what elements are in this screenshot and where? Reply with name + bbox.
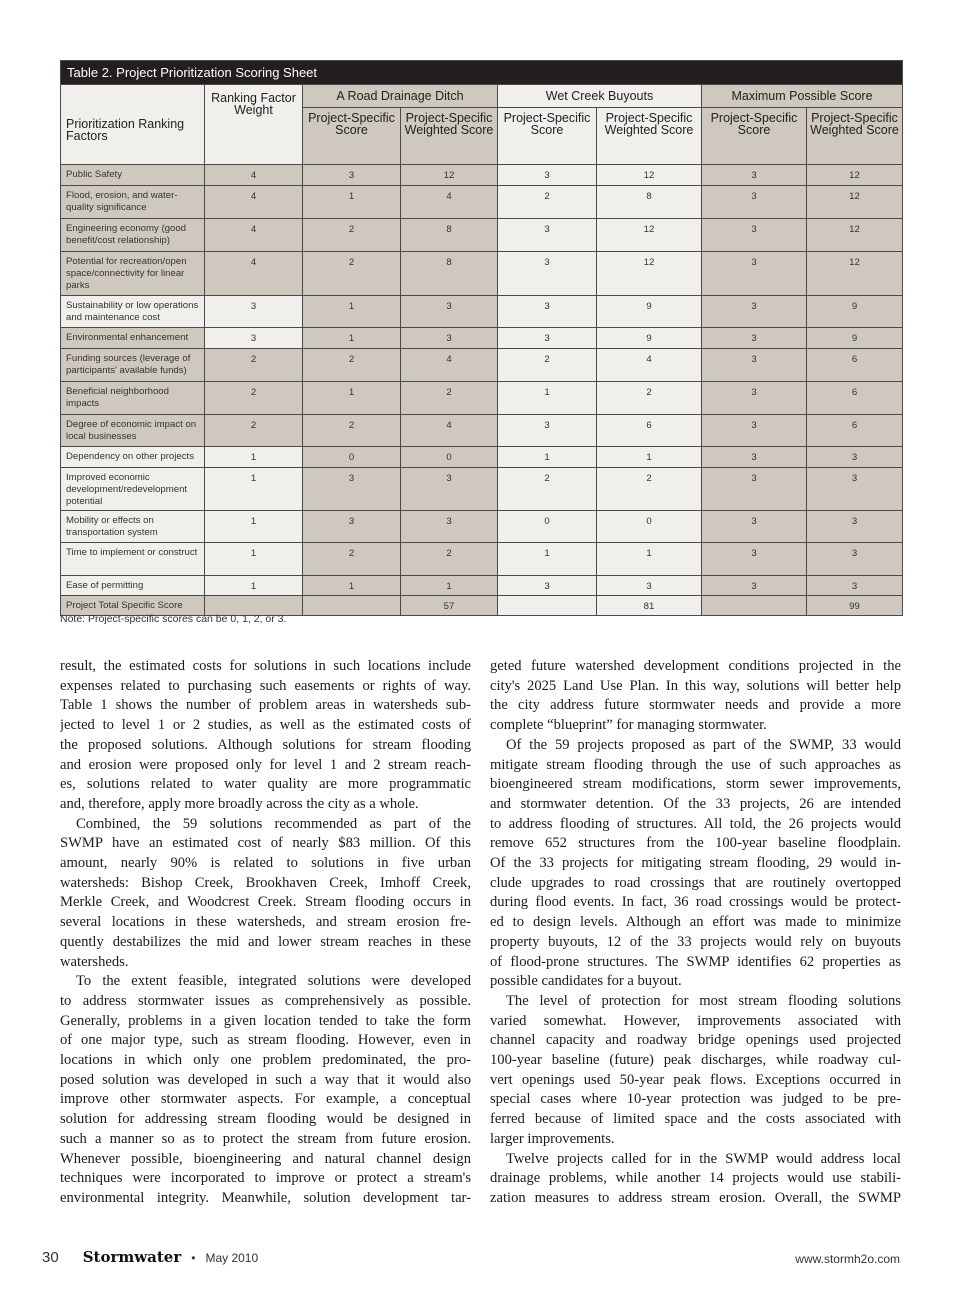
score-cell: 0: [597, 511, 702, 543]
score-cell: 0: [303, 447, 401, 468]
sub-header-weighted: Project-Specific Weighted Score: [401, 108, 498, 165]
table-row: [61, 382, 903, 415]
score-cell: 2: [303, 415, 401, 447]
factor-cell: Environmental enhancement: [61, 328, 205, 349]
score-cell: 9: [807, 296, 903, 328]
group-header-maximum: Maximum Possible Score: [702, 85, 903, 108]
text-line: environmental integrity. Meanwhile, solution development tar-: [60, 1189, 471, 1206]
score-cell: 3: [702, 543, 807, 576]
text-line: to address stormwater issues as comprehensively as possible.: [60, 992, 471, 1009]
score-cell: 2: [498, 468, 597, 511]
text-line: larger improvements.: [490, 1130, 615, 1147]
text-line: special cases where 10-year protection was judged to be pre-: [490, 1091, 901, 1108]
score-cell: 3: [702, 219, 807, 252]
text-line: To the extent feasible, integrated solutions were developed: [76, 973, 471, 990]
score-cell: 8: [401, 252, 498, 296]
score-cell: [702, 596, 807, 616]
text-line: Table 1 shows the number of problem areas in watersheds sub-: [60, 697, 471, 714]
score-cell: 4: [401, 349, 498, 382]
score-cell: 8: [401, 219, 498, 252]
score-cell: 3: [702, 447, 807, 468]
text-line: the proposed solutions. Although solutions for stream flooding: [60, 736, 471, 753]
score-cell: 3: [702, 252, 807, 296]
score-cell: 6: [807, 382, 903, 415]
weight-cell: 1: [205, 543, 303, 576]
text-line: channel capacity and roadway bridge openings used projected: [490, 1032, 901, 1049]
score-cell: 0: [498, 511, 597, 543]
table-title: Table 2. Project Prioritization Scoring Sheet: [61, 61, 903, 85]
score-cell: 12: [597, 219, 702, 252]
text-line: vert openings used 50-year peak flows. Exceptions occurred in: [490, 1071, 901, 1088]
table-row: [61, 576, 903, 596]
table-row: [61, 165, 903, 186]
score-cell: 6: [807, 349, 903, 382]
score-cell: 3: [498, 576, 597, 596]
text-line: zation measures to address stream erosion. Overall, the SWMP: [490, 1189, 901, 1206]
text-line: complete “blueprint” for managing stormwater.: [490, 717, 767, 734]
text-line: of one major type, such as stream flooding. However, even in: [60, 1032, 471, 1049]
score-cell: 3: [498, 165, 597, 186]
text-line: Merkle Creek, and Woodcrest Creek. Stream flooding occurs in: [60, 894, 471, 911]
score-cell: 2: [303, 219, 401, 252]
score-cell: 3: [401, 511, 498, 543]
score-cell: 3: [702, 576, 807, 596]
score-cell: 3: [498, 415, 597, 447]
score-cell: 2: [498, 186, 597, 219]
score-cell: 2: [498, 349, 597, 382]
text-line: city's 2025 Land Use Plan. In this way, solutions will better help: [490, 677, 901, 694]
text-line: the city address future stormwater needs and provide a more: [490, 697, 901, 714]
weight-cell: 4: [205, 165, 303, 186]
factor-cell: Mobility or effects on transportation system: [61, 511, 205, 543]
score-cell: 3: [702, 349, 807, 382]
table-row: [61, 511, 903, 543]
score-cell: 4: [401, 186, 498, 219]
separator-bullet: •: [191, 1251, 196, 1265]
factor-cell: Flood, erosion, and water-quality significance: [61, 186, 205, 219]
score-cell: 0: [401, 447, 498, 468]
table-row: [61, 468, 903, 511]
weight-cell: 3: [205, 296, 303, 328]
text-line: result, the estimated costs for solutions in such locations include: [60, 658, 471, 674]
score-cell: 3: [702, 468, 807, 511]
score-cell: 1: [597, 447, 702, 468]
score-cell: 12: [597, 165, 702, 186]
table-row: [61, 252, 903, 296]
text-line: Combined, the 59 solutions recommended as part of the: [76, 815, 471, 832]
footer-folio: [42, 1248, 258, 1266]
sub-header-weighted: Project-Specific Weighted Score: [597, 108, 702, 165]
score-cell: 3: [401, 328, 498, 349]
score-cell: 3: [702, 186, 807, 219]
text-line: watersheds.: [60, 953, 129, 970]
score-cell: 9: [807, 328, 903, 349]
text-line: property buyouts, 12 of the 33 projects would rely on buyouts: [490, 933, 901, 950]
factor-cell: Dependency on other projects: [61, 447, 205, 468]
sub-header-score: Project-Specific Score: [498, 108, 597, 165]
text-line: and erosion were proposed only for level 1 and 2 stream reach-: [60, 756, 471, 773]
text-line: ed to design levels. Although an effort was made to minimize: [490, 914, 901, 931]
sub-header-weighted: Project-Specific Weighted Score: [807, 108, 903, 165]
score-cell: 12: [401, 165, 498, 186]
paragraph: [490, 736, 901, 992]
text-line: bioengineered stream modifications, storm sewer improvements,: [490, 776, 901, 793]
text-line: locations in which only one problem predominated, the pro-: [60, 1052, 471, 1069]
magazine-name: Stormwater: [82, 1248, 182, 1266]
score-cell: 3: [303, 511, 401, 543]
weight-cell: 4: [205, 252, 303, 296]
score-cell: 3: [702, 382, 807, 415]
score-cell: 3: [401, 296, 498, 328]
text-line: to address flooding of structures. All told, the 26 projects would: [490, 815, 901, 832]
text-line: watersheds: Bishop Creek, Brookhaven Creek, Imhoff Creek,: [60, 874, 471, 891]
body-text-right-column: [490, 657, 901, 1209]
score-cell: 1: [498, 382, 597, 415]
paragraph: [490, 657, 901, 736]
text-line: es, solutions related to water quality are more programmatic: [60, 776, 471, 793]
factor-cell: Public Safety: [61, 165, 205, 186]
score-cell: 81: [597, 596, 702, 616]
text-line: clude upgrades to road crossings that are routinely overtopped: [490, 874, 901, 891]
weight-cell: 4: [205, 219, 303, 252]
score-cell: 2: [401, 543, 498, 576]
score-cell: 2: [303, 543, 401, 576]
text-line: SWMP have an estimated cost of nearly $83 million. Of this: [60, 835, 471, 852]
table-row: [61, 447, 903, 468]
text-line: several locations in these watersheds, and stream erosion fre-: [60, 914, 471, 931]
text-line: remove 652 structures from the 100-year baseline floodplain.: [490, 835, 901, 852]
text-line: jected to level 1 or 2 studies, as well as the estimated costs of: [60, 717, 471, 734]
paragraph: [490, 992, 901, 1150]
text-line: posed solution was developed in such a way that it would also: [60, 1071, 471, 1088]
score-cell: 12: [807, 219, 903, 252]
text-line: Twelve projects called for in the SWMP would address local: [506, 1150, 901, 1167]
score-cell: 3: [498, 252, 597, 296]
score-cell: 3: [303, 165, 401, 186]
score-cell: 1: [597, 543, 702, 576]
score-cell: [498, 596, 597, 616]
weight-cell: 3: [205, 328, 303, 349]
text-line: ferred because of limited space and the costs associated with: [490, 1111, 901, 1128]
sub-header-score: Project-Specific Score: [303, 108, 401, 165]
weight-cell: 4: [205, 186, 303, 219]
text-line: improve other stormwater aspects. For example, a conceptual: [60, 1091, 471, 1108]
score-cell: 6: [807, 415, 903, 447]
score-cell: 1: [303, 328, 401, 349]
group-header-road-ditch: A Road Drainage Ditch: [303, 85, 498, 108]
score-cell: 3: [702, 328, 807, 349]
text-line: drainage problems, while another 14 projects would use stabili-: [490, 1170, 901, 1187]
group-header-wet-creek: Wet Creek Buyouts: [498, 85, 702, 108]
score-cell: 3: [807, 511, 903, 543]
table-row: [61, 543, 903, 576]
paragraph: [60, 815, 471, 973]
text-line: The level of protection for most stream flooding solutions: [506, 992, 901, 1009]
score-cell: 57: [401, 596, 498, 616]
factor-cell: Ease of permitting: [61, 576, 205, 596]
text-line: such a manner so as to protect the stream from future erosion.: [60, 1130, 471, 1147]
sub-header-score: Project-Specific Score: [702, 108, 807, 165]
text-line: varied somewhat. However, improvements associated with: [490, 1012, 901, 1029]
factor-cell: Funding sources (leverage of participants' available funds): [61, 349, 205, 382]
score-cell: 2: [303, 252, 401, 296]
score-cell: 9: [597, 296, 702, 328]
text-line: quently destabilizes the mid and lower stream reaches in these: [60, 933, 471, 950]
table-row: [61, 328, 903, 349]
score-cell: 4: [401, 415, 498, 447]
text-line: during flood events. In fact, 36 road crossings would be protect-: [490, 894, 901, 911]
paragraph: [490, 1150, 901, 1209]
score-cell: 1: [303, 576, 401, 596]
score-cell: 3: [498, 328, 597, 349]
factor-cell: Improved economic development/redevelopment potential: [61, 468, 205, 511]
score-cell: 12: [807, 252, 903, 296]
text-line: of flood-prone structures. The SWMP identifies 62 properties as: [490, 953, 901, 970]
score-cell: 12: [807, 186, 903, 219]
score-cell: 3: [807, 447, 903, 468]
score-cell: 99: [807, 596, 903, 616]
factor-cell: Time to implement or construct: [61, 543, 205, 576]
score-cell: 2: [597, 468, 702, 511]
text-line: amount, nearly 90% is related to solutions in five urban: [60, 855, 471, 872]
score-cell: 2: [401, 382, 498, 415]
paragraph: [60, 657, 471, 815]
score-cell: 3: [807, 543, 903, 576]
score-cell: 1: [303, 296, 401, 328]
project-prioritization-table: [60, 60, 903, 616]
score-cell: 9: [597, 328, 702, 349]
score-cell: 12: [597, 252, 702, 296]
score-cell: 3: [401, 468, 498, 511]
text-line: techniques were incorporated to improve or protect a stream's: [60, 1170, 471, 1187]
score-cell: 1: [303, 382, 401, 415]
weight-column-header: Ranking Factor Weight: [205, 85, 303, 165]
score-cell: 1: [498, 543, 597, 576]
text-line: solution for addressing stream flooding would be designed in: [60, 1111, 471, 1128]
score-cell: 2: [597, 382, 702, 415]
score-cell: 4: [597, 349, 702, 382]
score-cell: 3: [807, 468, 903, 511]
text-line: 100-year baseline (future) peak discharges, while roadway cul-: [490, 1052, 901, 1069]
website-url: www.stormh2o.com: [795, 1252, 900, 1266]
score-cell: 3: [498, 219, 597, 252]
weight-cell: 1: [205, 511, 303, 543]
text-line: possible candidates for a buyout.: [490, 973, 682, 990]
factor-cell: Degree of economic impact on local businesses: [61, 415, 205, 447]
score-cell: 3: [303, 468, 401, 511]
factor-cell: Sustainability or low operations and maintenance cost: [61, 296, 205, 328]
page-number: 30: [42, 1249, 59, 1266]
weight-cell: 2: [205, 415, 303, 447]
score-cell: 1: [303, 186, 401, 219]
score-cell: 3: [597, 576, 702, 596]
score-cell: 1: [498, 447, 597, 468]
table-row: [61, 349, 903, 382]
factor-cell: Beneficial neighborhood impacts: [61, 382, 205, 415]
score-cell: [303, 596, 401, 616]
score-cell: 3: [702, 296, 807, 328]
score-cell: 12: [807, 165, 903, 186]
table-note: Note: Project-specific scores can be 0, 1, 2, or 3.: [60, 613, 287, 625]
factor-cell: Potential for recreation/open space/connectivity for linear parks: [61, 252, 205, 296]
text-line: Of the 59 projects proposed as part of the SWMP, 33 would: [506, 736, 901, 753]
factor-column-header: Prioritization Ranking Factors: [61, 85, 205, 165]
score-cell: 3: [702, 165, 807, 186]
table-row: [61, 186, 903, 219]
score-cell: 3: [702, 415, 807, 447]
factor-cell: Engineering economy (good benefit/cost relationship): [61, 219, 205, 252]
score-cell: 3: [702, 511, 807, 543]
factor-cell: Project Total Specific Score: [61, 596, 205, 616]
text-line: expenses related to purchasing such easements or rights of way.: [60, 677, 471, 694]
weight-cell: 1: [205, 576, 303, 596]
body-text-left-column: [60, 657, 471, 1209]
score-cell: 3: [498, 296, 597, 328]
text-line: and stormwater detention. Of the 33 projects, 26 are intended: [490, 795, 901, 812]
score-cell: 8: [597, 186, 702, 219]
score-cell: 2: [303, 349, 401, 382]
issue-date: May 2010: [205, 1251, 259, 1265]
text-line: and, therefore, apply more broadly across the city as a whole.: [60, 795, 419, 812]
table-row: [61, 415, 903, 447]
weight-cell: 1: [205, 468, 303, 511]
text-line: Whenever possible, bioengineering and natural channel design: [60, 1150, 471, 1167]
paragraph: [60, 972, 471, 1208]
score-cell: 6: [597, 415, 702, 447]
table-row: [61, 296, 903, 328]
text-line: mitigate stream flooding through the use of such approaches as: [490, 756, 901, 773]
weight-cell: 2: [205, 382, 303, 415]
score-cell: 1: [401, 576, 498, 596]
table-row: [61, 219, 903, 252]
weight-cell: 1: [205, 447, 303, 468]
weight-cell: 2: [205, 349, 303, 382]
text-line: Generally, problems in a given location tended to take the form: [60, 1012, 471, 1029]
text-line: geted future watershed development conditions projected in the: [490, 658, 901, 674]
text-line: Of the 33 projects for mitigating stream flooding, 29 would in-: [490, 855, 901, 872]
score-cell: 3: [807, 576, 903, 596]
